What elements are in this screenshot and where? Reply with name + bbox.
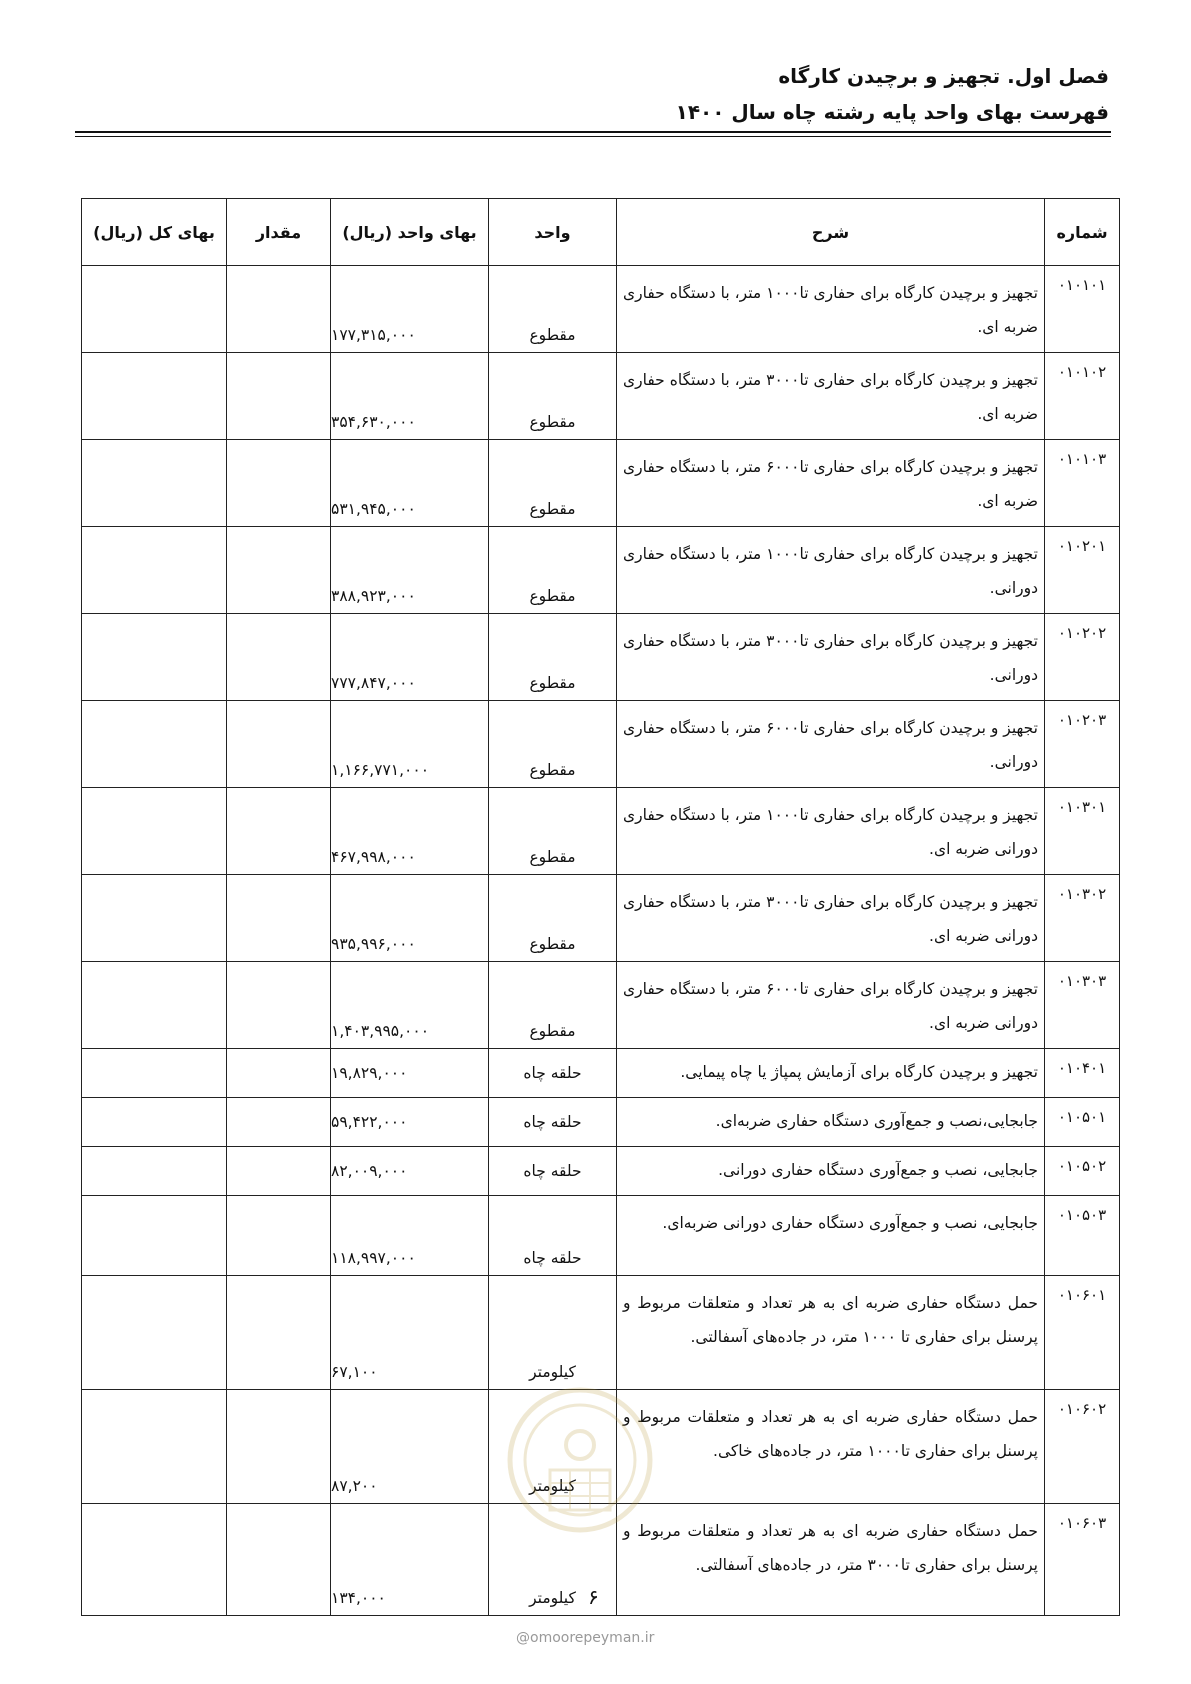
row-unit-price: ۱,۴۰۳,۹۹۵,۰۰۰ — [331, 962, 489, 1049]
row-code: ۰۱۰۲۰۲ — [1045, 614, 1120, 701]
table-row — [82, 1049, 1120, 1098]
table-header-row — [82, 199, 1120, 266]
table-row — [82, 1504, 1120, 1616]
table-row — [82, 1098, 1120, 1147]
table-row — [82, 440, 1120, 527]
row-quantity — [227, 875, 331, 962]
row-total-price — [82, 614, 227, 701]
row-quantity — [227, 701, 331, 788]
row-total-price — [82, 266, 227, 353]
website-watermark: @omoorepeyman.ir — [516, 1630, 655, 1646]
row-total-price — [82, 962, 227, 1049]
page-header — [69, 60, 1109, 128]
row-quantity — [227, 788, 331, 875]
row-unit-price: ۱۷۷,۳۱۵,۰۰۰ — [331, 266, 489, 353]
row-unit: مقطوع — [489, 701, 617, 788]
page-number: ۶ — [588, 1585, 599, 1609]
row-description: تجهیز و برچیدن کارگاه برای حفاری تا۳۰۰۰ متر، با دستگاه حفاری ضربه ای. — [617, 353, 1045, 440]
document-subtitle: فهرست بهای واحد پایه رشته چاه سال ۱۴۰۰ — [675, 100, 1109, 124]
row-unit-price: ۱,۱۶۶,۷۷۱,۰۰۰ — [331, 701, 489, 788]
price-list-table — [81, 198, 1120, 1616]
row-total-price — [82, 1196, 227, 1276]
row-unit-price: ۴۶۷,۹۹۸,۰۰۰ — [331, 788, 489, 875]
row-code: ۰۱۰۵۰۳ — [1045, 1196, 1120, 1276]
table-row — [82, 527, 1120, 614]
row-quantity — [227, 1276, 331, 1390]
row-description: تجهیز و برچیدن کارگاه برای حفاری تا۱۰۰۰ متر، با دستگاه حفاری ضربه ای. — [617, 266, 1045, 353]
row-unit-price: ۱۱۸,۹۹۷,۰۰۰ — [331, 1196, 489, 1276]
row-unit-price: ۸۲,۰۰۹,۰۰۰ — [331, 1147, 489, 1196]
row-description: جابجایی، نصب و جمع‌آوری دستگاه حفاری دورانی ضربه‌ای. — [617, 1196, 1045, 1276]
row-unit: کیلومتر — [489, 1504, 617, 1616]
row-quantity — [227, 527, 331, 614]
row-unit: مقطوع — [489, 962, 617, 1049]
row-description: تجهیز و برچیدن کارگاه برای حفاری تا۶۰۰۰ متر، با دستگاه حفاری دورانی. — [617, 701, 1045, 788]
row-unit-price: ۵۳۱,۹۴۵,۰۰۰ — [331, 440, 489, 527]
row-description: تجهیز و برچیدن کارگاه برای حفاری تا۶۰۰۰ متر، با دستگاه حفاری ضربه ای. — [617, 440, 1045, 527]
row-unit: حلقه چاه — [489, 1147, 617, 1196]
row-unit-price: ۹۳۵,۹۹۶,۰۰۰ — [331, 875, 489, 962]
row-total-price — [82, 875, 227, 962]
row-unit-price: ۱۹,۸۲۹,۰۰۰ — [331, 1049, 489, 1098]
column-header-unit-price: بهای واحد (ریال) — [331, 199, 489, 266]
row-description: جابجایی، نصب و جمع‌آوری دستگاه حفاری دورانی. — [617, 1147, 1045, 1196]
row-total-price — [82, 440, 227, 527]
row-unit-price: ۸۷,۲۰۰ — [331, 1390, 489, 1504]
column-header-total-price: بهای کل (ریال) — [82, 199, 227, 266]
table-row — [82, 1390, 1120, 1504]
row-code: ۰۱۰۵۰۲ — [1045, 1147, 1120, 1196]
row-total-price — [82, 1276, 227, 1390]
table-row — [82, 1196, 1120, 1276]
row-quantity — [227, 1098, 331, 1147]
row-unit: مقطوع — [489, 266, 617, 353]
row-unit-price: ۱۳۴,۰۰۰ — [331, 1504, 489, 1616]
table-body — [82, 266, 1120, 1616]
row-quantity — [227, 1196, 331, 1276]
row-unit: مقطوع — [489, 353, 617, 440]
row-description: تجهیز و برچیدن کارگاه برای حفاری تا۶۰۰۰ متر، با دستگاه حفاری دورانی ضربه ای. — [617, 962, 1045, 1049]
row-code: ۰۱۰۱۰۱ — [1045, 266, 1120, 353]
column-header-unit: واحد — [489, 199, 617, 266]
row-total-price — [82, 527, 227, 614]
row-description: تجهیز و برچیدن کارگاه برای حفاری تا۱۰۰۰ متر، با دستگاه حفاری دورانی. — [617, 527, 1045, 614]
row-quantity — [227, 962, 331, 1049]
row-description: تجهیز و برچیدن کارگاه برای حفاری تا۱۰۰۰ متر، با دستگاه حفاری دورانی ضربه ای. — [617, 788, 1045, 875]
header-rule-thin — [75, 136, 1111, 137]
chapter-title: فصل اول. تجهیز و برچیدن کارگاه — [778, 64, 1109, 88]
row-code: ۰۱۰۱۰۲ — [1045, 353, 1120, 440]
column-header-quantity: مقدار — [227, 199, 331, 266]
row-description: تجهیز و برچیدن کارگاه برای حفاری تا۳۰۰۰ متر، با دستگاه حفاری دورانی. — [617, 614, 1045, 701]
table-row — [82, 266, 1120, 353]
row-code: ۰۱۰۳۰۱ — [1045, 788, 1120, 875]
row-unit-price: ۷۷۷,۸۴۷,۰۰۰ — [331, 614, 489, 701]
row-quantity — [227, 614, 331, 701]
row-code: ۰۱۰۶۰۳ — [1045, 1504, 1120, 1616]
table-row — [82, 701, 1120, 788]
table-row — [82, 1147, 1120, 1196]
row-total-price — [82, 353, 227, 440]
row-quantity — [227, 266, 331, 353]
row-total-price — [82, 1147, 227, 1196]
row-total-price — [82, 1049, 227, 1098]
row-total-price — [82, 1390, 227, 1504]
row-code: ۰۱۰۵۰۱ — [1045, 1098, 1120, 1147]
row-description: تجهیز و برچیدن کارگاه برای حفاری تا۳۰۰۰ متر، با دستگاه حفاری دورانی ضربه ای. — [617, 875, 1045, 962]
row-code: ۰۱۰۱۰۳ — [1045, 440, 1120, 527]
row-unit: مقطوع — [489, 875, 617, 962]
table-row — [82, 788, 1120, 875]
column-header-code: شماره — [1045, 199, 1120, 266]
footer-rule — [85, 1615, 1111, 1616]
row-unit: مقطوع — [489, 614, 617, 701]
row-code: ۰۱۰۲۰۳ — [1045, 701, 1120, 788]
row-unit: حلقه چاه — [489, 1098, 617, 1147]
row-unit: حلقه چاه — [489, 1049, 617, 1098]
row-unit-price: ۶۷,۱۰۰ — [331, 1276, 489, 1390]
row-description: حمل دستگاه حفاری ضربه ای به هر تعداد و متعلقات مربوط و پرسنل برای حفاری تا۳۰۰۰ متر، در جاده‌های آسفالتی. — [617, 1504, 1045, 1616]
row-description: حمل دستگاه حفاری ضربه ای به هر تعداد و متعلقات مربوط و پرسنل برای حفاری تا ۱۰۰۰ متر، در جاده‌های آسفالتی. — [617, 1276, 1045, 1390]
row-quantity — [227, 440, 331, 527]
row-unit: مقطوع — [489, 527, 617, 614]
row-unit: کیلومتر — [489, 1276, 617, 1390]
row-unit: کیلومتر — [489, 1390, 617, 1504]
row-quantity — [227, 353, 331, 440]
row-quantity — [227, 1049, 331, 1098]
row-code: ۰۱۰۴۰۱ — [1045, 1049, 1120, 1098]
row-unit: حلقه چاه — [489, 1196, 617, 1276]
row-description: حمل دستگاه حفاری ضربه ای به هر تعداد و متعلقات مربوط و پرسنل برای حفاری تا۱۰۰۰ متر، در جاده‌های خاکی. — [617, 1390, 1045, 1504]
row-quantity — [227, 1504, 331, 1616]
table-row — [82, 1276, 1120, 1390]
row-unit-price: ۳۵۴,۶۳۰,۰۰۰ — [331, 353, 489, 440]
column-header-description: شرح — [617, 199, 1045, 266]
row-code: ۰۱۰۶۰۲ — [1045, 1390, 1120, 1504]
row-code: ۰۱۰۶۰۱ — [1045, 1276, 1120, 1390]
row-unit-price: ۳۸۸,۹۲۳,۰۰۰ — [331, 527, 489, 614]
row-quantity — [227, 1147, 331, 1196]
row-unit-price: ۵۹,۴۲۲,۰۰۰ — [331, 1098, 489, 1147]
row-quantity — [227, 1390, 331, 1504]
row-code: ۰۱۰۳۰۲ — [1045, 875, 1120, 962]
table-row — [82, 875, 1120, 962]
header-rule-thick — [75, 131, 1111, 133]
row-total-price — [82, 788, 227, 875]
row-description: تجهیز و برچیدن کارگاه برای آزمایش پمپاژ یا چاه پیمایی. — [617, 1049, 1045, 1098]
row-total-price — [82, 701, 227, 788]
row-description: جابجایی،نصب و جمع‌آوری دستگاه حفاری ضربه‌ای. — [617, 1098, 1045, 1147]
table-row — [82, 353, 1120, 440]
row-unit: مقطوع — [489, 788, 617, 875]
table-row — [82, 614, 1120, 701]
table-row — [82, 962, 1120, 1049]
row-total-price — [82, 1098, 227, 1147]
row-unit: مقطوع — [489, 440, 617, 527]
row-total-price — [82, 1504, 227, 1616]
row-code: ۰۱۰۳۰۳ — [1045, 962, 1120, 1049]
row-code: ۰۱۰۲۰۱ — [1045, 527, 1120, 614]
